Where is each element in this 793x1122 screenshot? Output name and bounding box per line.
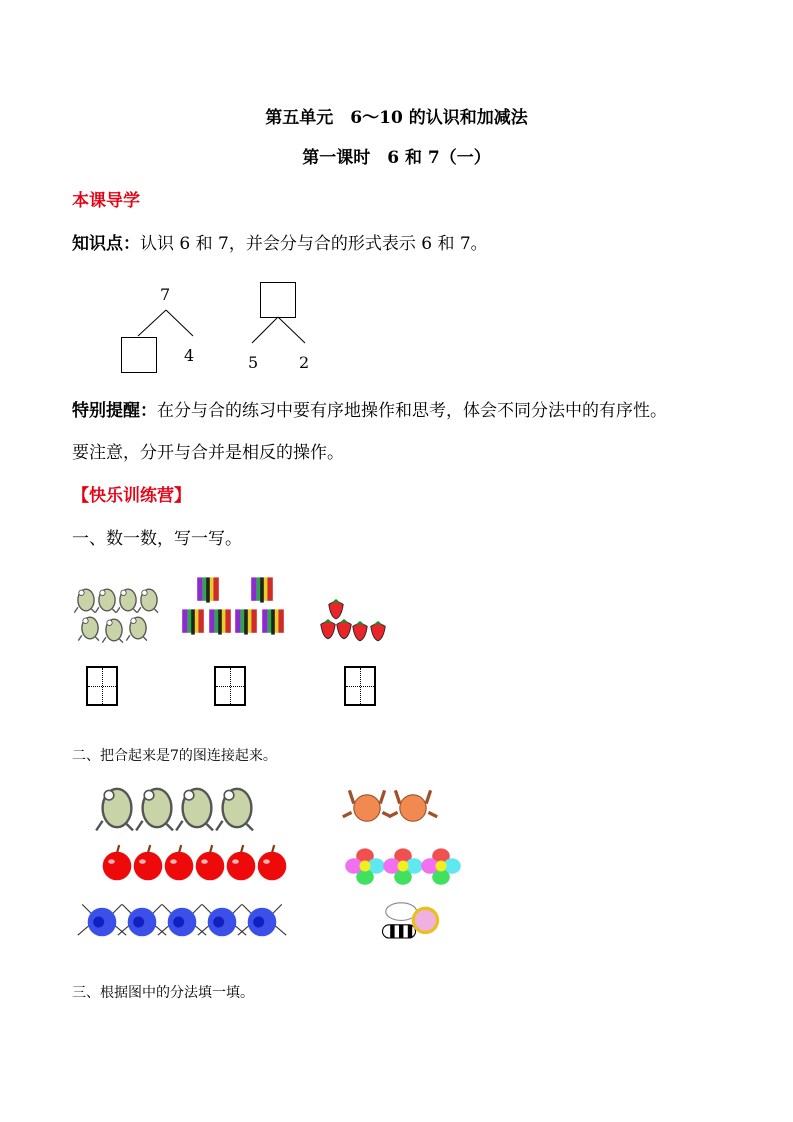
page-title: 第五单元 6～10 的认识和加减法 [265,108,528,128]
answer-grid-frogs[interactable] [86,666,118,706]
butterfly-icon [235,609,257,634]
crab-icon [389,790,437,821]
apple-icon [134,845,163,880]
frog-icon [216,789,253,831]
flower-icon [421,848,461,884]
butterfly-icon [197,577,219,602]
flower-icon [383,848,423,884]
frog-icon [102,619,123,642]
apple-icon [103,845,132,880]
section-heading-training: 【快乐训练营】 [72,486,191,506]
apple-icon [258,845,287,880]
frog-icon [137,589,158,612]
apple-icon [196,845,225,880]
diagram2-left-number: 5 [248,353,259,372]
frog-icon [74,589,95,612]
bee-icon [383,903,438,938]
diagram1-top-number: 7 [160,285,171,304]
beetle-icon [118,904,166,936]
answer-grid-strawberries[interactable] [344,666,376,706]
butterfly-icon [262,609,284,634]
answer-grid-butterflies[interactable] [214,666,246,706]
beetle-icon [238,904,286,936]
question-3: 三、根据图中的分法填一填。 [72,985,254,1001]
question-1: 一、数一数，写一写。 [72,529,242,549]
reminder-text-2: 要注意，分开与合并是相反的操作。 [72,443,344,463]
reminder-text: 在分与合的练习中要有序地操作和思考，体会不同分法中的有序性。 [157,401,667,421]
frog-icon [96,789,133,831]
beetle-icon [158,904,206,936]
strawberry-icon [353,621,367,641]
beetle-icon [78,904,126,936]
beetle-icon [198,904,246,936]
strawberry-icon [337,619,351,639]
question-2: 二、把合起来是7的图连接起来。 [72,748,277,764]
butterfly-icon [209,609,231,634]
diagram1-right-number: 4 [184,346,195,365]
reminder-label: 特别提醒： [72,401,157,421]
section-heading-guide: 本课导学 [72,191,140,211]
lesson-title: 第一课时 6 和 7（一） [302,148,491,168]
knowledge-label: 知识点： [72,234,140,254]
crab-icon [343,790,391,821]
butterfly-icon [251,577,273,602]
diagram2-right-number: 2 [299,353,310,372]
butterfly-icon [182,609,204,634]
flower-icon [345,848,385,884]
knowledge-text: 认识 6 和 7，并会分与合的形式表示 6 和 7。 [140,234,488,254]
apple-icon [165,845,194,880]
frog-icon [176,789,213,831]
strawberry-icon [321,619,335,639]
frog-icon [95,589,116,612]
apple-icon [227,845,256,880]
strawberry-icon [329,599,343,619]
frog-icon [126,617,147,640]
strawberry-icon [371,621,385,641]
frog-icon [136,789,173,831]
frog-icon [78,617,99,640]
frog-icon [116,589,137,612]
